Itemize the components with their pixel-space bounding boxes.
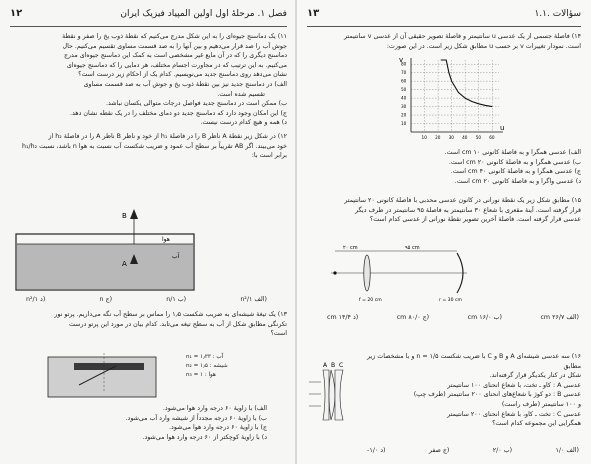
option[interactable]: د) با زاویهٔ کوچکتر از ۶۰ درجه وارد هوا می‌شود. (142, 433, 267, 441)
label-B: B (331, 362, 336, 369)
page-number: ۱۳ (307, 8, 320, 19)
v-u-curve (441, 60, 492, 107)
header-rule (307, 26, 581, 27)
option[interactable]: الف) با زاویهٔ ۶۰ درجه وارد هوا می‌شود. (162, 405, 267, 412)
option[interactable]: الف) عدسی همگرا و به فاصلهٔ کانونی ۱۰ cm است. (444, 149, 581, 156)
lens-C (335, 370, 343, 420)
q13-legend (186, 353, 246, 380)
text-line: ۱۴) فاصلهٔ جسمی از یک عدسی u سانتیمتر و فاصلهٔ تصویر حقیقی آن از عدسی v سانتیمتر (343, 33, 581, 40)
text-line: است؟ (270, 330, 287, 338)
text-line: می‌کنیم. به این ترتیب که در مجاورت اجسام مختلف، هر دمایی را که دماسنج جیوه‌ای (66, 61, 287, 69)
text-line: عدسی B : دو کوژ با شعاع‌های انحنای ۲۰۰ سانتیمتر (طرف چپ) (413, 391, 581, 399)
y-tick-label: 80 (401, 61, 407, 67)
right-page (297, 0, 591, 464)
question-15 (305, 196, 581, 225)
text-line: دماسنج دیگری را که در آن مایع غیر مشخصی است به کمک این دماسنج جیوه‌ای مدرج (63, 52, 287, 60)
question-11 (10, 32, 287, 128)
text-line: شکل در کنار یکدیگر قرار گرفته‌اند. (489, 372, 581, 380)
x-tick-label: 60 (489, 135, 495, 140)
question-12 (10, 132, 287, 161)
text-line: و ۱۰۰ سانتیمتر (طرف راست) (501, 400, 581, 408)
figure-three-lenses (307, 358, 367, 438)
q16-options (367, 447, 579, 454)
y-tick-label: 60 (401, 78, 407, 84)
option[interactable]: ب) عدسی همگرا و به فاصلهٔ کانونی ۲۰ cm است. (448, 158, 581, 166)
text-line: تکرنگی مطابق شکل از آب به سطح تیغه می‌تابد. کدام بیان در مورد این پرتو درست (68, 320, 287, 328)
text-line: تقسیم شده است. (217, 90, 265, 98)
chart-ticks (401, 62, 495, 140)
text-line: ۱۵) مطابق شکل زیر یک نقطهٔ نورانی در کانون عدسی محدبی با فاصلهٔ کانونی ۲۰ سانتیمتر (344, 197, 581, 204)
lens-A (323, 370, 329, 420)
chart-axes (411, 58, 503, 132)
text-line: عدسی C : تخت ـ کاو، با شعاع انحنای ۲۰۰ سانتیمتر (447, 410, 581, 418)
option[interactable]: (ب ۱/n (166, 296, 187, 303)
q12-options (26, 296, 267, 303)
text-line: همگرایی این مجموعه کدام است؟ (492, 420, 581, 428)
question-13 (10, 310, 287, 339)
text-line: ۱۲) در شکل زیر نقطهٔ A ناظر B را در فاصلهٔ h₁ از خود و ناظر B ناظر A را در فاصلهٔ h₂ از (48, 133, 287, 140)
legend-line: n₂ = ۱٫۵ : شیشه (186, 363, 228, 369)
label-C: C (339, 362, 344, 369)
convex-lens (364, 255, 370, 291)
label-air: هوا (162, 236, 170, 243)
text-line: ج) این امکان وجود دارد که دماسنج جدید دو دمای مختلف را در یک نقطه نشان دهد. (70, 109, 287, 117)
x-tick-label: 50 (475, 135, 482, 140)
question-14 (305, 32, 581, 51)
figure-water-tank (12, 206, 202, 292)
x-tick-label: 40 (462, 135, 468, 140)
chart-grid (411, 60, 499, 132)
q15-options (327, 314, 579, 321)
header-rule (10, 26, 287, 27)
y-tick-label: 30 (401, 104, 407, 110)
text-line: عدسی قرار گرفته است. فاصلهٔ آخرین تصویر نقطهٔ نورانی از عدسی کدام است؟ (369, 216, 581, 224)
x-axis-label: u (500, 124, 505, 132)
text-line: ۱۱) یک دماسنج جیوه‌ای را به این شکل مدرج می‌کنیم که نقطهٔ ذوب یخ را صفر و نقطهٔ (62, 33, 287, 40)
glass-plate (74, 363, 144, 370)
text-line: نشان می‌دهد روی دماسنج جدید می‌نویسیم. کدام یک از احکام زیر درست است؟ (78, 71, 287, 79)
text-line: ب) ممکن است در دماسنج جدید فواصل درجات متوالی یکسان نباشد. (105, 100, 287, 108)
y-tick-label: 70 (401, 70, 407, 76)
figure-glass-plate (34, 345, 164, 401)
mirror-radius-label: r = 30 cm (439, 298, 462, 303)
option[interactable]: (د ۱/n² (26, 296, 46, 303)
option[interactable]: ب) با زاویهٔ ۶۰ درجه مجدداً از شیشه وارد آب می‌شود. (125, 414, 267, 422)
option[interactable]: (الف ۲۶/۷ cm (540, 314, 579, 321)
text-line: ۱۶) سه عدسی شیشه‌ای A و B و C با ضریب شکست n = ۱/۵ و با مشخصات زیر مطابق (367, 353, 581, 370)
option[interactable]: (ج صفر (428, 447, 450, 454)
option[interactable]: (د ۱۴/۴ cm (327, 314, 359, 321)
y-tick-label: 10 (401, 121, 407, 127)
option[interactable]: (ج n (99, 296, 113, 303)
water-region (17, 244, 193, 289)
q14-options (327, 148, 581, 186)
text-line: است. نمودار تغییرات v بر حسب u مطابق شکل زیر است. در این صورت: (386, 42, 581, 50)
y-tick-label: 20 (401, 112, 407, 118)
label-A: A (122, 260, 127, 268)
legend-line: n₃ = ۱ : هوا (186, 372, 216, 378)
option[interactable]: ج) عدسی همگرا و به فاصلهٔ کانونی ۴۰ cm است. (450, 168, 581, 176)
text-line: ۱۳) یک تیغهٔ شیشه‌ای به ضریب شکست ۱٫۵ را مماس بر سطح آب نگه می‌داریم. پرتو نور (54, 311, 287, 318)
header-title: ۱.۱. سؤالات (534, 9, 581, 19)
option[interactable]: ج) با زاویهٔ ۶۰ درجه وارد هوا می‌شود. (169, 424, 267, 432)
page-number: ۱۲ (10, 8, 23, 19)
x-tick-label: 30 (448, 135, 454, 140)
text-line: خود می‌بیند. اگر AB تقریباً بر سطح آب عمود و ضریب شکست آب نسبت به هوا n باشد، نسبت h₁/h₂ برابر است با: (21, 142, 287, 160)
text-line: قرار گرفته است. آینهٔ مقعری با شعاع ۳۰ سانتیمتر به فاصلهٔ ۹۵ سانتیمتر در طرف دیگر (354, 206, 581, 214)
option[interactable]: (ب ۲/۰ (492, 447, 513, 454)
v-u-graph (395, 54, 505, 144)
legend-line: n₁ = ۱٫۳۳ : آب (186, 354, 224, 360)
lens-B (329, 370, 335, 420)
y-tick-label: 50 (401, 87, 407, 93)
x-tick-label: 20 (435, 135, 441, 140)
option[interactable]: (د ۱/۰- (367, 447, 386, 454)
option[interactable]: (الف n²/۱ (240, 296, 267, 303)
option[interactable]: (ج ۸۰/۰ cm (396, 314, 430, 321)
text-line: الف) در دماسنج جدید نیز بین نقطهٔ ذوب یخ و جوش آب به صد قسمت مساوی (83, 80, 287, 88)
dist-label-1: ۲۰ cm (343, 245, 358, 251)
light-point (333, 271, 336, 274)
header-title: فصل ۱. مرحلهٔ اول اولین المپیاد فیزیک ایران (120, 9, 287, 19)
y-axis-label: v (399, 56, 404, 64)
right-header (307, 8, 581, 24)
focal-length-label: f = 20 cm (359, 298, 382, 303)
dist-label-2: ۹۵ cm (405, 245, 420, 251)
figure-lens-mirror (327, 245, 477, 305)
option[interactable]: (الف ۱/۰ (555, 447, 579, 454)
option[interactable]: د) عدسی واگرا و به فاصلهٔ کانونی ۲۰ cm است. (454, 177, 581, 185)
label-water: آب (172, 253, 180, 260)
text-line: د) همه و هیچ کدام درست نیست. (200, 119, 287, 127)
question-16 (367, 352, 581, 429)
left-header (10, 8, 287, 24)
y-tick-label: 40 (401, 95, 407, 101)
label-B: B (122, 212, 127, 220)
label-A: A (323, 362, 328, 369)
observer-B-marker (130, 209, 138, 219)
option[interactable]: (ب ۱۶/۰ cm (467, 314, 502, 321)
text-line: عدسی A : کاو ـ تخت، با شعاع انحنای ۱۰۰ سانتیمتر (447, 381, 581, 389)
text-line: جوش آب را صد قرار می‌دهیم و بین آنها را به صد قسمت مساوی تقسیم می‌کنیم. حال (62, 42, 287, 50)
q13-options (10, 404, 267, 442)
x-tick-label: 10 (421, 135, 427, 140)
